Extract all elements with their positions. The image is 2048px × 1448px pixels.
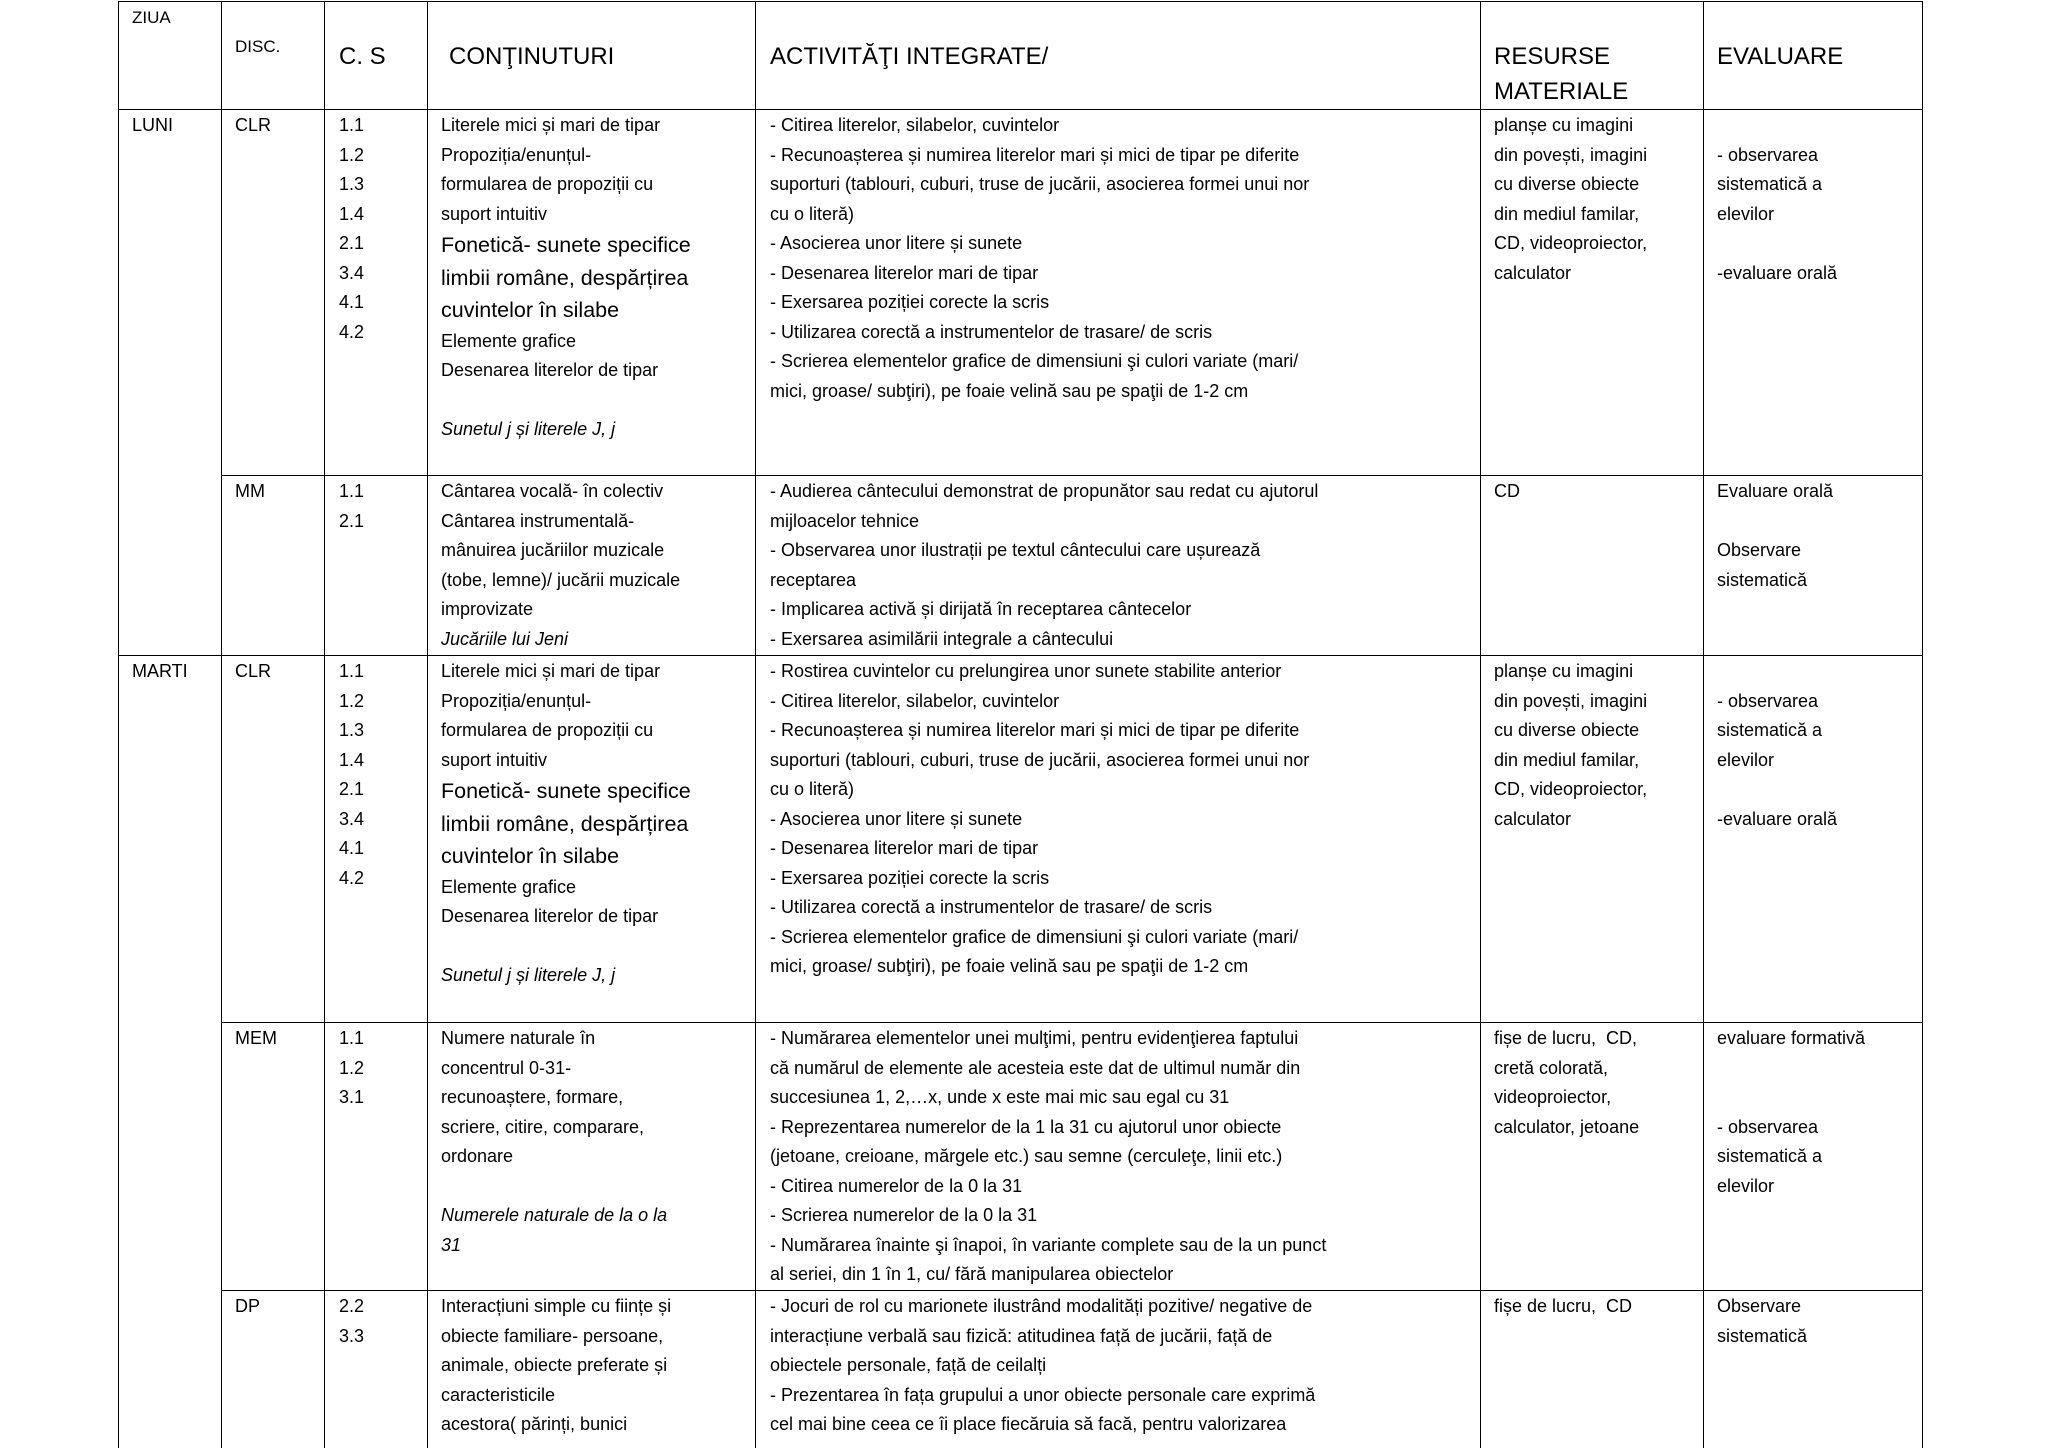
resource-line: CD, videoproiector,: [1494, 233, 1648, 253]
resource-line: calculator: [1494, 262, 1572, 283]
content-line: mânuirea jucăriilor muzicale: [441, 540, 665, 560]
content-paragraph: [441, 1024, 751, 1172]
content-line: formularea de propoziții cu: [441, 174, 654, 194]
content-line: Literele mici și mari de tipar: [441, 661, 661, 681]
discipline-cell: [222, 110, 325, 476]
activity-line: (jetoane, creioane, mărgele etc.) sau semne (cerculeţe, linii etc.): [770, 1146, 1283, 1166]
activity-line: - Citirea numerelor de la 0 la 31: [770, 1175, 1023, 1196]
discipline-cell: [222, 1023, 325, 1291]
activity-line: suporturi (tablouri, cuburi, truse de jucării, asocierea formei unui nor: [770, 174, 1310, 194]
content-paragraph: [441, 775, 751, 873]
resource-line: planșe cu imagini: [1494, 115, 1634, 135]
competency-code: 1.3: [339, 720, 365, 740]
activity-line: - Rostirea cuvintelor cu prelungirea unor sunete stabilite anterior: [770, 661, 1282, 681]
activity-line: - Exersarea poziției corecte la scris: [770, 292, 1050, 312]
activity-line: - Citirea literelor, silabelor, cuvintelor: [770, 690, 1060, 711]
activity-line: - Observarea unor ilustrații pe textul cântecului care ușurează: [770, 540, 1261, 560]
discipline-label: DP: [235, 1296, 261, 1316]
competency-code: 2.1: [339, 779, 365, 799]
subject-row: [119, 476, 1923, 656]
content-line: Jucăriile lui Jeni: [441, 628, 569, 649]
competency-code: 1.4: [339, 203, 365, 224]
content-paragraph: [441, 111, 751, 229]
activity-line: - Audierea cântecului demonstrat de propunător sau redat cu ajutorul: [770, 481, 1319, 501]
competency-code: 2.2: [339, 1296, 365, 1316]
content-paragraph: [441, 327, 751, 386]
evaluation-line: Observare: [1717, 540, 1802, 560]
competency-code: 1.1: [339, 481, 365, 501]
content-paragraph: [441, 1292, 751, 1440]
day-cell: [119, 656, 222, 1448]
competency-code: 1.3: [339, 174, 365, 194]
resources-cell: [1481, 1023, 1704, 1291]
activity-line: - Numărarea elementelor unei mulţimi, pentru evidenţierea faptului: [770, 1028, 1299, 1048]
competencies-cell: [325, 110, 428, 476]
activities-cell: [756, 1291, 1481, 1448]
content-line: Numere naturale în: [441, 1028, 596, 1048]
header-resurse: RESURSE MATERIALE: [1481, 2, 1704, 110]
activity-line: - Scrierea elementelor grafice de dimensiuni şi culori variate (mari/: [770, 926, 1299, 947]
activity-line: mijloacelor tehnice: [770, 510, 920, 531]
evaluation-paragraph: [1717, 1113, 1918, 1202]
activity-line: - Numărarea înainte şi înapoi, în variante complete sau de la un punct: [770, 1234, 1327, 1255]
discipline-label: CLR: [235, 661, 272, 681]
evaluation-line: elevilor: [1717, 1175, 1775, 1196]
resource-line: din mediul familar,: [1494, 203, 1640, 224]
resource-line: cretă colorată,: [1494, 1057, 1609, 1078]
discipline-label: MEM: [235, 1028, 277, 1048]
content-line: Interacțiuni simple cu ființe și: [441, 1296, 672, 1316]
competency-code: 1.2: [339, 1057, 365, 1078]
competency-code: 3.4: [339, 262, 365, 283]
evaluation-cell: [1704, 656, 1923, 1023]
evaluation-paragraph: [1717, 141, 1918, 230]
evaluation-paragraph: [1717, 536, 1918, 595]
activity-line: - Desenarea literelor mari de tipar: [770, 838, 1039, 858]
activities-cell: [756, 1023, 1481, 1291]
day-label: LUNI: [132, 115, 174, 135]
content-line: suport intuitiv: [441, 203, 548, 224]
content-line: Elemente grafice: [441, 876, 577, 897]
evaluation-cell: [1704, 476, 1923, 656]
content-line: ordonare: [441, 1146, 514, 1166]
discipline-cell: [222, 656, 325, 1023]
evaluation-line: sistematică a: [1717, 720, 1823, 740]
activity-line: mici, groase/ subţiri), pe foaie velină sau pe spaţii de 1-2 cm: [770, 380, 1249, 401]
resource-line: planșe cu imagini: [1494, 661, 1634, 681]
activity-line: mici, groase/ subţiri), pe foaie velină sau pe spaţii de 1-2 cm: [770, 956, 1249, 976]
content-line: Propoziția/enunțul-: [441, 144, 592, 165]
activity-line: cel mai bine ceea ce îi place fiecăruia să facă, pentru valorizarea: [770, 1414, 1287, 1434]
activity-line: - Scrierea numerelor de la 0 la 31: [770, 1205, 1038, 1225]
resource-line: cu diverse obiecte: [1494, 720, 1640, 740]
evaluation-paragraph: [1717, 259, 1918, 289]
competencies-cell: [325, 1023, 428, 1291]
resource-line: calculator: [1494, 808, 1572, 829]
resource-line: calculator, jetoane: [1494, 1116, 1640, 1137]
evaluation-cell: [1704, 110, 1923, 476]
competency-code: 4.1: [339, 292, 365, 312]
evaluation-cell: [1704, 1023, 1923, 1291]
resources-cell: [1481, 1291, 1704, 1448]
activities-cell: [756, 110, 1481, 476]
resource-line: fișe de lucru, CD,: [1494, 1028, 1638, 1048]
evaluation-line: sistematică a: [1717, 1146, 1823, 1166]
content-line: limbii române, despărțirea: [441, 811, 689, 836]
activity-line: suporturi (tablouri, cuburi, truse de jucării, asocierea formei unui nor: [770, 749, 1310, 770]
activity-line: - Desenarea literelor mari de tipar: [770, 262, 1039, 283]
content-paragraph: [441, 415, 751, 445]
resources-cell: [1481, 656, 1704, 1023]
activity-line: - Recunoașterea și numirea literelor mari și mici de tipar pe diferite: [770, 144, 1300, 165]
resource-line: din mediul familar,: [1494, 749, 1640, 770]
resource-line: din povești, imagini: [1494, 144, 1648, 165]
activity-line: că numărul de elemente ale acesteia este dat de ultimul număr din: [770, 1057, 1301, 1078]
activity-line: - Utilizarea corectă a instrumentelor de trasare/ de scris: [770, 321, 1213, 342]
lesson-plan-table: [118, 1, 1923, 1448]
content-line: animale, obiecte preferate și: [441, 1355, 668, 1375]
resources-cell: [1481, 110, 1704, 476]
content-cell: [428, 110, 756, 476]
activity-line: cu o literă): [770, 779, 855, 799]
content-line: Literele mici și mari de tipar: [441, 115, 661, 135]
content-line: Sunetul j și literele J, j: [441, 419, 616, 440]
evaluation-paragraph: [1717, 687, 1918, 776]
activity-line: receptarea: [770, 569, 857, 590]
header-cs: C. S: [325, 2, 428, 110]
content-line: acestora( părinți, bunici: [441, 1414, 628, 1434]
content-line: formularea de propoziții cu: [441, 720, 654, 740]
content-line: Sunetul j și literele J, j: [441, 965, 616, 986]
activity-line: - Implicarea activă și dirijată în receptarea cântecelor: [770, 599, 1192, 619]
activity-line: interacțiune verbală sau fizică: atitudinea față de jucării, față de: [770, 1325, 1273, 1346]
content-paragraph: [441, 657, 751, 775]
content-line: caracteristicile: [441, 1384, 556, 1405]
subject-row: [119, 110, 1923, 476]
content-line: Fonetică- sunete specifice: [441, 779, 691, 803]
evaluation-paragraph: [1717, 1292, 1918, 1351]
subject-row: [119, 656, 1923, 1023]
evaluation-line: Evaluare orală: [1717, 481, 1834, 501]
resource-line: fișe de lucru, CD: [1494, 1296, 1633, 1316]
activity-line: - Jocuri de rol cu marionete ilustrând modalități pozitive/ negative de: [770, 1296, 1313, 1316]
content-line: Elemente grafice: [441, 330, 577, 351]
activities-cell: [756, 656, 1481, 1023]
content-cell: [428, 476, 756, 656]
evaluation-line: sistematică: [1717, 1325, 1808, 1346]
activity-line: - Recunoașterea și numirea literelor mari și mici de tipar pe diferite: [770, 720, 1300, 740]
content-line: cuvintelor în silabe: [441, 844, 620, 869]
content-paragraph: [441, 477, 751, 625]
competency-code: 3.4: [339, 808, 365, 829]
competency-code: 1.1: [339, 661, 365, 681]
competency-code: 3.1: [339, 1087, 365, 1107]
competency-code: 4.1: [339, 838, 365, 858]
evaluation-line: sistematică a: [1717, 174, 1823, 194]
activity-line: - Exersarea asimilării integrale a cântecului: [770, 628, 1114, 649]
day-label: MARTI: [132, 661, 188, 681]
evaluation-line: -evaluare orală: [1717, 808, 1838, 829]
competency-code: 1.2: [339, 690, 365, 711]
header-disc: DISC.: [222, 2, 325, 110]
content-line: scriere, citire, comparare,: [441, 1116, 645, 1137]
content-paragraph: [441, 873, 751, 932]
day-cell: [119, 110, 222, 656]
content-line: obiecte familiare- persoane,: [441, 1325, 664, 1346]
activity-line: - Exersarea poziției corecte la scris: [770, 867, 1050, 888]
evaluation-paragraph: [1717, 1024, 1918, 1054]
competency-code: 1.2: [339, 144, 365, 165]
competencies-cell: [325, 656, 428, 1023]
competency-code: 4.2: [339, 321, 365, 342]
content-line: Fonetică- sunete specifice: [441, 233, 691, 257]
content-line: Cântarea instrumentală-: [441, 510, 635, 531]
content-line: Desenarea literelor de tipar: [441, 906, 659, 927]
evaluation-cell: [1704, 1291, 1923, 1448]
content-line: Desenarea literelor de tipar: [441, 360, 659, 381]
resource-line: cu diverse obiecte: [1494, 174, 1640, 194]
activity-line: cu o literă): [770, 203, 855, 224]
evaluation-paragraph: [1717, 477, 1918, 507]
activity-line: obiectele personale, față de ceilalți: [770, 1355, 1047, 1375]
competency-code: 3.3: [339, 1325, 365, 1346]
header-continuturi: CONŢINUTURI: [428, 2, 756, 110]
activity-line: - Asocierea unor litere și sunete: [770, 233, 1023, 253]
activity-line: al seriei, din 1 în 1, cu/ fără manipularea obiectelor: [770, 1264, 1174, 1284]
evaluation-line: elevilor: [1717, 203, 1775, 224]
resources-cell: [1481, 476, 1704, 656]
content-line: concentrul 0-31-: [441, 1057, 572, 1078]
competency-code: 1.4: [339, 749, 365, 770]
content-paragraph: [441, 1201, 751, 1260]
subject-row: [119, 1023, 1923, 1291]
competency-code: 4.2: [339, 867, 365, 888]
resource-line: CD: [1494, 481, 1520, 501]
evaluation-line: - observarea: [1717, 690, 1819, 711]
discipline-cell: [222, 1291, 325, 1448]
activity-line: - Asocierea unor litere și sunete: [770, 808, 1023, 829]
resource-line: din povești, imagini: [1494, 690, 1648, 711]
activity-line: - Utilizarea corectă a instrumentelor de trasare/ de scris: [770, 897, 1213, 917]
competency-code: 1.1: [339, 115, 365, 135]
evaluation-paragraph: [1717, 805, 1918, 835]
content-line: suport intuitiv: [441, 749, 548, 770]
content-line: (tobe, lemne)/ jucării muzicale: [441, 569, 681, 590]
activity-line: - Prezentarea în fața grupului a unor obiecte personale care exprimă: [770, 1384, 1316, 1405]
discipline-label: CLR: [235, 115, 272, 135]
content-line: improvizate: [441, 599, 534, 619]
subject-row: [119, 1291, 1923, 1448]
content-line: limbii române, despărțirea: [441, 265, 689, 290]
evaluation-line: - observarea: [1717, 1116, 1819, 1137]
content-cell: [428, 656, 756, 1023]
plan-body: [119, 110, 1923, 1448]
evaluation-line: sistematică: [1717, 569, 1808, 590]
content-line: cuvintelor în silabe: [441, 298, 620, 323]
evaluation-line: Observare: [1717, 1296, 1802, 1316]
content-line: Cântarea vocală- în colectiv: [441, 481, 664, 501]
header-row: [119, 2, 1923, 110]
activity-line: - Citirea literelor, silabelor, cuvintelor: [770, 115, 1060, 135]
activity-line: succesiunea 1, 2,…x, unde x este mai mic sau egal cu 31: [770, 1087, 1230, 1107]
activities-cell: [756, 476, 1481, 656]
competencies-cell: [325, 1291, 428, 1448]
content-line: Propoziția/enunțul-: [441, 690, 592, 711]
content-paragraph: [441, 961, 751, 991]
content-line: 31: [441, 1234, 462, 1255]
competencies-cell: [325, 476, 428, 656]
content-cell: [428, 1291, 756, 1448]
evaluation-line: - observarea: [1717, 144, 1819, 165]
header-activitati: ACTIVITĂŢI INTEGRATE/: [756, 2, 1481, 110]
content-paragraph: [441, 229, 751, 327]
evaluation-line: evaluare formativă: [1717, 1028, 1866, 1048]
discipline-cell: [222, 476, 325, 656]
evaluation-line: elevilor: [1717, 749, 1775, 770]
activity-line: - Scrierea elementelor grafice de dimensiuni şi culori variate (mari/: [770, 351, 1299, 371]
evaluation-line: -evaluare orală: [1717, 262, 1838, 283]
competency-code: 1.1: [339, 1028, 365, 1048]
activity-line: - Reprezentarea numerelor de la 1 la 31 cu ajutorul unor obiecte: [770, 1116, 1282, 1137]
competency-code: 2.1: [339, 233, 365, 253]
header-ziua: ZIUA: [119, 2, 222, 110]
content-line: recunoaștere, formare,: [441, 1087, 624, 1107]
competency-code: 2.1: [339, 510, 365, 531]
content-line: Numerele naturale de la o la: [441, 1205, 668, 1225]
content-paragraph: [441, 625, 751, 655]
content-cell: [428, 1023, 756, 1291]
discipline-label: MM: [235, 481, 265, 501]
resource-line: CD, videoproiector,: [1494, 779, 1648, 799]
header-evaluare: EVALUARE: [1704, 2, 1923, 110]
resource-line: videoproiector,: [1494, 1087, 1612, 1107]
